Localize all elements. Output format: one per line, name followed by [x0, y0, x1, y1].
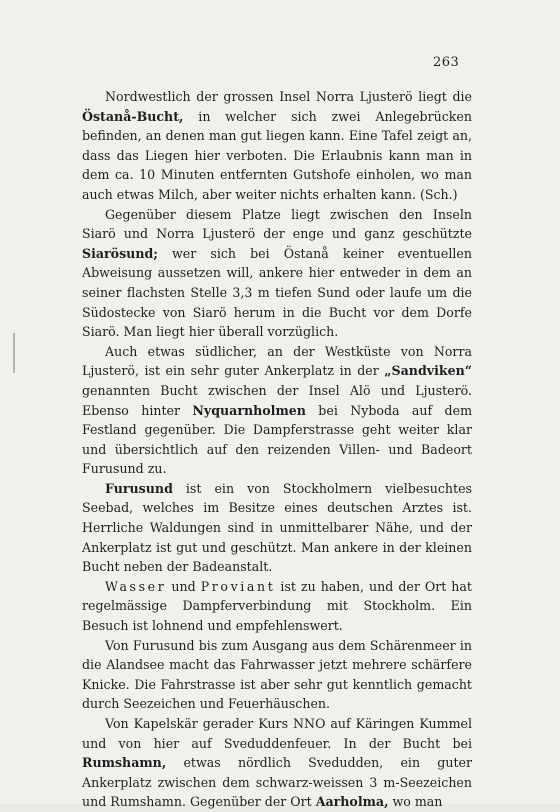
paragraph [82, 577, 472, 636]
bold-term: Aarholma, [315, 794, 389, 810]
text-run: Auch etwas südlicher, an der Westküste von Norra Ljusterö, ist ein sehr guter Ankerplatz in der [82, 343, 472, 379]
text-run: Gegenüber diesem Platze liegt zwischen den Inseln Siarö und Norra Ljusterö der enge und ganz geschützte [82, 206, 472, 242]
bold-term: Östanå-Bucht, [82, 108, 184, 124]
bold-term: Furusund [105, 480, 173, 496]
paragraph [82, 479, 472, 577]
body-text [82, 87, 472, 812]
margin-mark [13, 333, 15, 373]
text-run: genannten Bucht zwischen der Insel Alö und Ljusterö. Ebenso hinter [82, 382, 472, 418]
paragraph [82, 714, 472, 812]
text-run: bei Nyboda auf dem Festland gegenüber. Die Dampferstrasse geht weiter klar und übersichtlich auf den reizenden Villen- und Badeort Furusund zu. [82, 402, 473, 477]
text-run: ist ein von Stockholmern vielbesuchtes Seebad, welches im Besitze eines deutschen Arztes ist. Herrliche Waldungen sind in unmittelbarer Nähe, und der Ankerplatz ist gut und geschützt. Man ankere in der kleinen Bucht neben der Badeanstalt. [82, 480, 472, 575]
text-run: wer sich bei Östanå keiner eventuellen Abweisung aussetzen will, ankere hier entweder in dem an seiner flachsten Stelle 3,3 m tiefen Sund oder laufe um die Südostecke von Siarö herum in die Bucht vor dem Dorfe Siarö. Man liegt hier überall vorzüglich. [82, 245, 472, 340]
spaced-term: Proviant [200, 578, 276, 594]
bold-term: Nyquarnholmen [192, 402, 306, 418]
text-run: und [166, 578, 201, 594]
text-run: etwas nördlich Svedudden, ein guter Ankerplatz zwischen dem schwarz-weissen 3 m-Seezeichen und Rumshamn. Gegenüber der Ort [82, 755, 472, 810]
text-run: ist zu haben, und der Ort hat regelmässige Dampferverbindung mit Stockholm. Ein Besuch ist lohnend und empfehlenswert. [82, 578, 472, 634]
text-run: Nordwestlich der grossen Insel Norra Ljusterö liegt die [105, 89, 472, 104]
paragraph [82, 205, 472, 342]
paragraph [82, 87, 472, 205]
text-run: wo man [388, 794, 443, 810]
bold-term: „Sandviken“ [384, 363, 472, 379]
paragraph [82, 636, 472, 714]
paragraph [82, 342, 472, 479]
text-run: Von Furusund bis zum Ausgang aus dem Schärenmeer in die Alandsee macht das Fahrwasser jetzt mehrere schärfere Knicke. Die Fahrstrasse ist aber sehr gut kenntlich gemacht durch Seezeichen und Feuerhäuschen. [82, 637, 472, 712]
page-number: 263 [433, 55, 460, 70]
spaced-term: Wasser [105, 578, 167, 594]
bold-term: Rumshamn, [82, 755, 167, 771]
text-run: Von Kapelskär gerader Kurs NNO auf Käringen Kummel und von hier auf Sveduddenfeuer. In der Bucht bei [82, 716, 472, 751]
text-run: in welcher sich zwei Anlegebrücken befinden, an denen man gut liegen kann. Eine Tafel zeigt an, dass das Liegen hier verboten. Die Erlaubnis kann man in dem ca. 10 Minuten entfernten Gutshofe einholen, wo man auch etwas Milch, aber weiter nichts erhalten kann. (Sch.) [82, 108, 472, 202]
bold-term: Siarösund; [82, 245, 158, 261]
